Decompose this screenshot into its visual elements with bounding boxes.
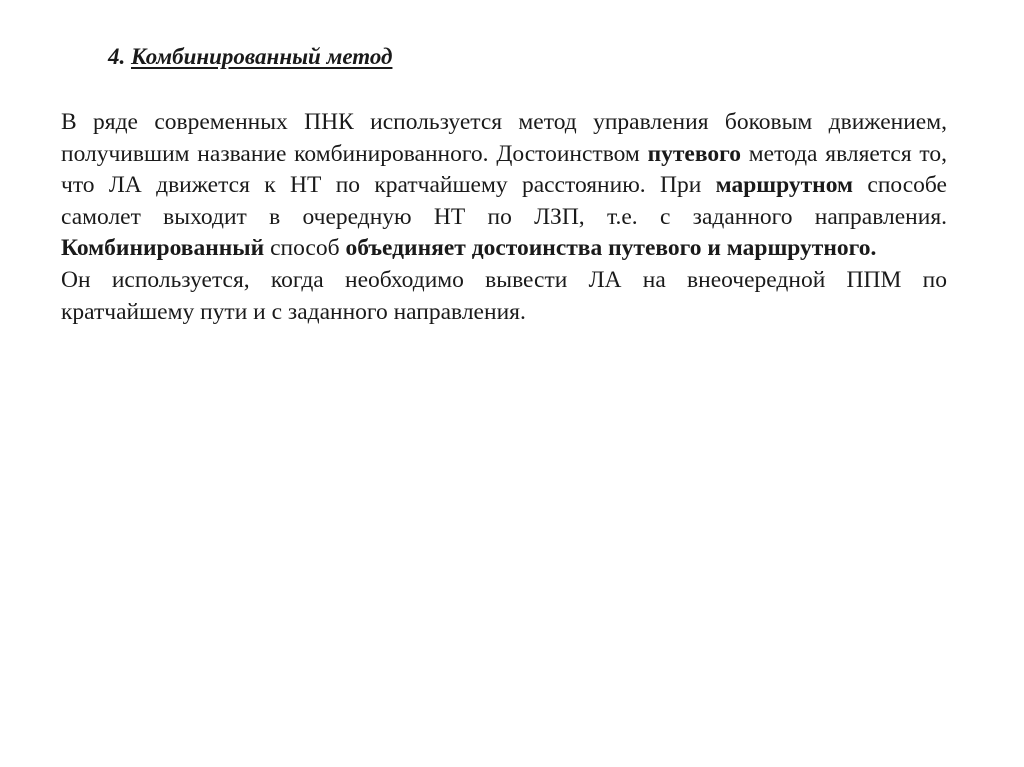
paragraph-1-bold-4: объединяет достоинства путевого и маршрутного. [345, 235, 877, 262]
paragraph-1-text-3: способе самолет выходит в очередную НТ по ЛЗП, т.е. с заданного направления. [61, 172, 947, 230]
paragraph-1 [61, 107, 947, 265]
paragraph-1-bold-1: путевого [647, 140, 741, 167]
paragraph-1-text-2: метода является то, что ЛА движется к НТ по кратчайшему расстоянию. При [61, 140, 947, 199]
paragraph-1-bold-2: маршрутном [715, 172, 854, 199]
section-heading [108, 42, 392, 72]
body-text [61, 107, 947, 328]
paragraph-1-bold-3: Комбинированный [61, 235, 265, 262]
paragraph-1-text-1: В ряде современных ПНК используется метод управления боковым движением, получившим название комбинированного. Достоинством [61, 109, 947, 167]
section-title: Комбинированный метод [131, 44, 393, 69]
section-number: 4. [108, 44, 126, 69]
paragraph-2: Он используется, когда необходимо вывести ЛА на внеочередной ППМ по кратчайшему пути и с заданного направления. [61, 266, 947, 325]
paragraph-1-text-4: способ [264, 235, 346, 262]
